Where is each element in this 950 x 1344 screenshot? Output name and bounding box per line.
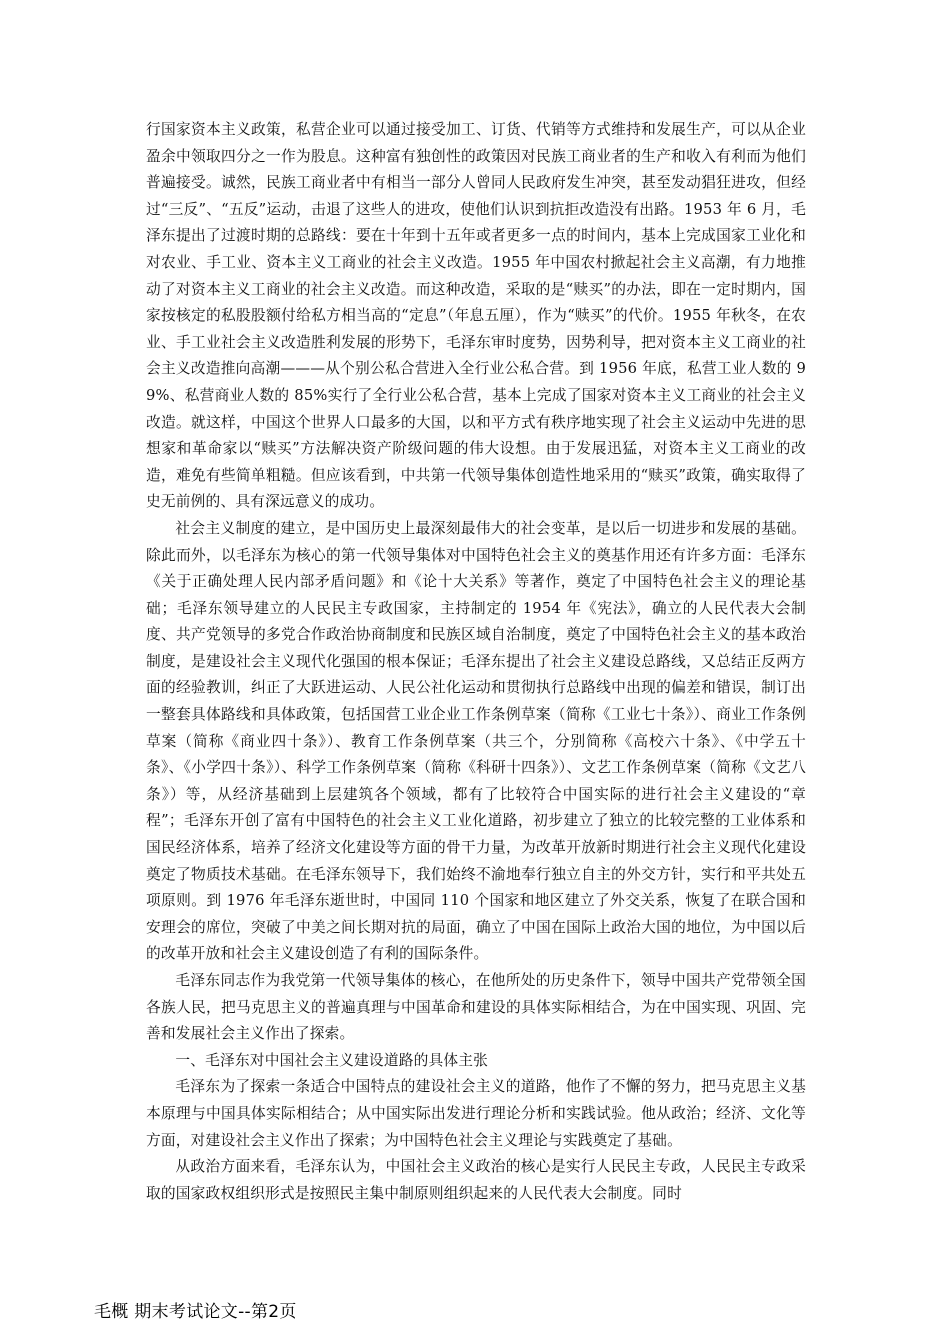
document-body <box>146 117 806 1207</box>
page-footer: 毛概 期末考试论文--第2页 <box>94 1302 297 1322</box>
paragraph-mao-efforts: 毛泽东为了探索一条适合中国特点的建设社会主义的道路，他作了不懈的努力，把马克思主义基本原理与中国具体实际相结合；从中国实际出发进行理论分析和实践试验。他从政治；经济、文化等方面，对建设社会主义作出了探索；为中国特色社会主义理论与实践奠定了基础。 <box>146 1078 806 1149</box>
paragraph-mao-exploration-summary: 毛泽东同志作为我党第一代领导集体的核心，在他所处的历史条件下，领导中国共产党带领全国各族人民，把马克思主义的普遍真理与中国革命和建设的具体实际相结合，为在中国实现、巩固、完善和发展社会主义作出了探索。 <box>146 972 806 1043</box>
paragraph-political-aspect: 从政治方面来看，毛泽东认为，中国社会主义政治的核心是实行人民民主专政，人民民主专政采取的国家政权组织形式是按照民主集中制原则组织起来的人民代表大会制度。同时 <box>146 1158 806 1202</box>
paragraph-capitalist-transformation: 行国家资本主义政策，私营企业可以通过接受加工、订货、代销等方式维持和发展生产，可以从企业盈余中领取四分之一作为股息。这种富有独创性的政策因对民族工商业者的生产和收入有利而为他们普遍接受。诚然，民族工商业者中有相当一部分人曾同人民政府发生冲突，甚至发动猖狂进攻，但经过“三反”、“五反”运动，击退了这些人的进攻，使他们认识到抗拒改造没有出路。1953 年 6 月，毛泽东提出了过渡时期的总路线：要在十年到十五年或者更多一点的时间内，基本上完成国家工业化和对农业、手工业、资本主义工商业的社会主义改造。1955 年中国农村掀起社会主义高潮，有力地推动了对资本主义工商业的社会主义改造。而这种改造，采取的是“赎买”的办法，即在一定时期内，国家按核定的私股股额付给私方相当高的“定息”（年息五厘），作为“赎买”的代价。1955 年秋冬，在农业、手工业社会主义改造胜利发展的形势下，毛泽东审时度势，因势利导，把对资本主义工商业的社会主义改造推向高潮———从个别公私合营进入全行业公私合营。到 1956 年底，私营工业人数的 99%、私营商业人数的 85%实行了全行业公私合营，基本上完成了国家对资本主义工商业的社会主义改造。就这样，中国这个世界人口最多的大国，以和平方式有秩序地实现了社会主义运动中先进的思想家和革命家以“赎买”方法解决资产阶级问题的伟大设想。由于发展迅猛，对资本主义工商业的改造，难免有些简单粗糙。但应该看到，中共第一代领导集体创造性地采用的“赎买”政策，确实取得了史无前例的、具有深远意义的成功。 <box>146 121 806 511</box>
paragraph-socialist-system-foundation: 社会主义制度的建立，是中国历史上最深刻最伟大的社会变革，是以后一切进步和发展的基础。除此而外，以毛泽东为核心的第一代领导集体对中国特色社会主义的奠基作用还有许多方面：毛泽东《关于正确处理人民内部矛盾问题》和《论十大关系》等著作，奠定了中国特色社会主义的理论基础；毛泽东领导建立的人民民主专政国家，主持制定的 1954 年《宪法》，确立的人民代表大会制度、共产党领导的多党合作政治协商制度和民族区域自治制度，奠定了中国特色社会主义的基本政治制度，是建设社会主义现代化强国的根本保证；毛泽东提出了社会主义建设总路线，又总结正反两方面的经验教训，纠正了大跃进运动、人民公社化运动和贯彻执行总路线中出现的偏差和错误，制订出一整套具体路线和具体政策，包括国营工业企业工作条例草案（简称《工业七十条》）、商业工作条例草案（简称《商业四十条》）、教育工作条例草案（共三个，分别简称《高校六十条》、《中学五十条》、《小学四十条》）、科学工作条例草案（简称《科研十四条》）、文艺工作条例草案（简称《文艺八条》）等，从经济基础到上层建筑各个领域，都有了比较符合中国实际的进行社会主义建设的“章程”；毛泽东开创了富有中国特色的社会主义工业化道路，初步建立了独立的比较完整的工业体系和国民经济体系，培养了经济文化建设等方面的骨干力量，为改革开放新时期进行社会主义现代化建设奠定了物质技术基础。在毛泽东领导下，我们始终不渝地奉行独立自主的外交方针，实行和平共处五项原则。到 1976 年毛泽东逝世时，中国同 110 个国家和地区建立了外交关系，恢复了在联合国和安理会的席位，突破了中美之间长期对抗的局面，确立了中国在国际上政治大国的地位，为中国以后的改革开放和社会主义建设创造了有利的国际条件。 <box>146 519 806 963</box>
section-heading: 一、毛泽东对中国社会主义建设道路的具体主张 <box>175 1051 489 1069</box>
